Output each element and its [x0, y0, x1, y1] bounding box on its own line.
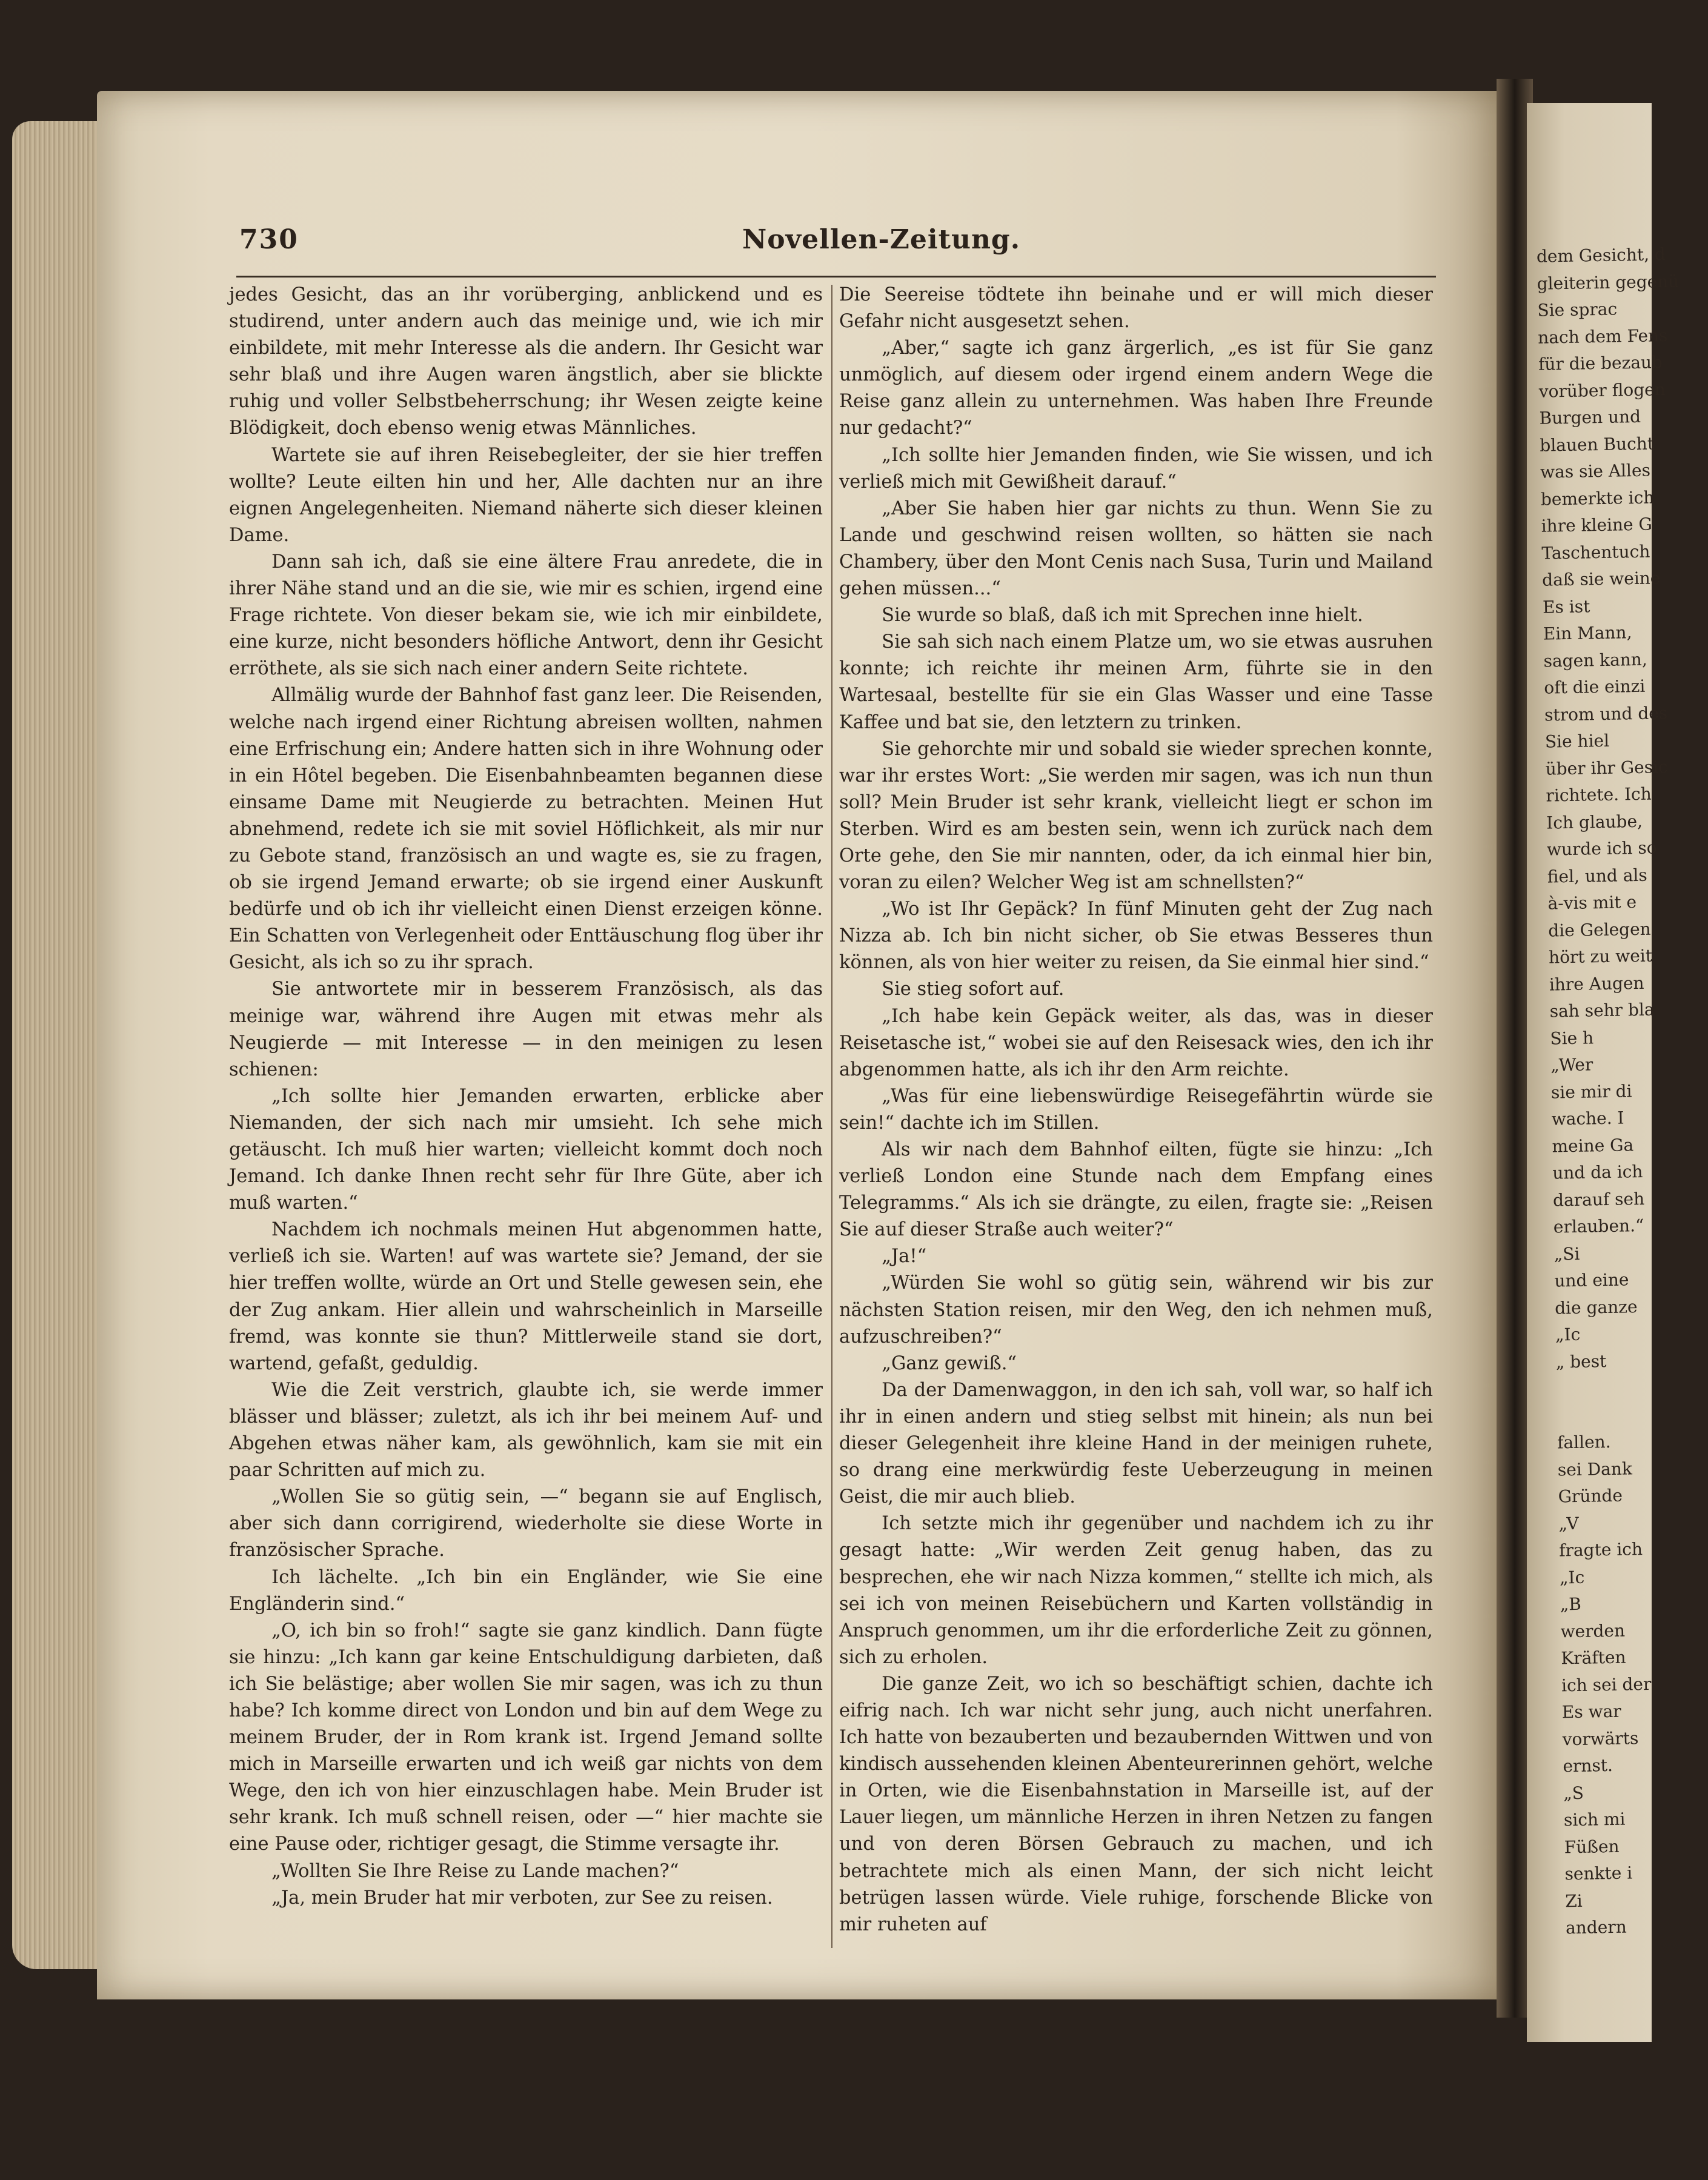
facing-line: die Gelegen: [1548, 919, 1651, 941]
running-title: Novellen-Zeitung.: [742, 224, 1021, 255]
paragraph: Dann sah ich, daß sie eine ältere Frau anredete, die in ihrer Nähe stand und an die sie, wie mir es schien, irgend eine Frage richtete. Von dieser bekam sie, wie ich mir einbildete, eine kurze, nicht besonders höfliche Antwort, denn ihr Gesicht erröthete, als sie sich nach einer andern Seite richtete.: [229, 551, 823, 680]
facing-line: und eine: [1554, 1269, 1629, 1291]
facing-line: daß sie weine: [1541, 568, 1661, 590]
paragraph: „Was für eine liebenswürdige Reisegefährtin würde sie sein!“ dachte ich im Stillen.: [839, 1085, 1433, 1134]
paragraph: Als wir nach dem Bahnhof eilten, fügte sie hinzu: „Ich verließ London eine Stunde nach dem Empfang eines Telegramms.“ Als ich sie drängte, zu eilen, fragte sie: „Reisen Sie auf dieser Straße auch weiter?“: [839, 1139, 1433, 1241]
facing-line: hört zu weit: [1548, 945, 1653, 968]
facing-line: [1556, 1374, 1666, 1403]
paragraph: „O, ich bin so froh!“ sagte sie ganz kindlich. Dann fügte sie hinzu: „Ich kann gar keine Entschuldigung darbieten, daß ich Sie belästige; aber wollen Sie mir sagen, was ich zu thun habe? Ich komme direct von London und bin auf dem Wege zu meinem Bruder, der in Rom krank ist. Irgend Jemand sollte mich in Marseille erwarten und ich weiß gar nichts von dem Wege, den ich von hier einzuschlagen habe. Mein Bruder ist sehr krank. Ich muß schnell reisen, oder —“ hier machte sie eine Pause oder, richtiger gesagt, die Stimme versagte ihr.: [229, 1620, 823, 1855]
paragraph: Die ganze Zeit, wo ich so beschäftigt schien, dachte ich eifrig nach. Ich war nicht sehr jung, auch nicht unerfahren. Ich hatte von bezauberten und bezaubernden Wittwen und von kindisch aussehenden kleinen Abenteurerinnen gehört, welche in Orten, wie die Eisenbahnstation in Marseille ist, auf der Lauer liegen, um männliche Herzen in ihren Netzen zu fangen und von deren Börsen Gebrauch zu machen, und ich betrachtete mich als einen Mann, der sich nicht leicht betrügen lassen würde. Viele ruhige, forschende Blicke von mir ruheten auf: [839, 1673, 1433, 1935]
facing-line: sah sehr bla: [1549, 999, 1655, 1022]
facing-line: sei Dank: [1557, 1458, 1633, 1480]
facing-line: oft die einzi: [1544, 676, 1646, 698]
facing-line: die ganze: [1554, 1296, 1638, 1318]
facing-line: strom und des: [1544, 702, 1668, 725]
facing-page-text: [1536, 242, 1680, 1942]
facing-line: sagen kann,: [1543, 649, 1647, 671]
paragraph: „Aber Sie haben hier gar nichts zu thun. Wenn Sie zu Lande und geschwind reisen wollten, so hätten sie nach Chambery, über den Mont Cenis nach Susa, Turin und Mailand gehen müssen...“: [839, 497, 1433, 600]
facing-line: vorwärts: [1562, 1727, 1639, 1749]
right-text-column: [839, 282, 1433, 1938]
facing-line: fragte ich: [1558, 1539, 1643, 1561]
facing-line: Gründe: [1558, 1485, 1623, 1507]
facing-line: darauf seh: [1552, 1188, 1645, 1211]
facing-line: über ihr Gesic: [1545, 756, 1668, 779]
facing-line: „Wer: [1550, 1054, 1593, 1075]
facing-line: Es war: [1561, 1701, 1621, 1723]
page-header: [239, 224, 1433, 267]
column-divider: [831, 285, 832, 1948]
paragraph: Sie sah sich nach einem Platze um, wo sie etwas ausruhen konnte; ich reichte ihr meinen Arm, führte sie in den Wartesaal, bestellte für sie ein Glas Wasser und eine Tasse Kaffee und bat sie, den letztern zu trinken.: [839, 631, 1433, 733]
facing-line: ihre Augen: [1549, 972, 1644, 995]
paragraph: „Wollten Sie Ihre Reise zu Lande machen?“: [271, 1860, 679, 1882]
paragraph: „Ich sollte hier Jemanden finden, wie Sie wissen, und ich verließ mich mit Gewißheit darauf.“: [839, 444, 1433, 493]
facing-line: senkte i: [1564, 1863, 1633, 1884]
facing-line: Es ist: [1542, 596, 1590, 617]
paragraph: Wartete sie auf ihren Reisebegleiter, der sie hier treffen wollte? Leute eilten hin und her, Alle dachten nur an ihre eignen Angelegenheiten. Niemand näherte sich dieser kleinen Dame.: [229, 444, 823, 546]
facing-line: meine Ga: [1552, 1134, 1634, 1157]
paragraph: Ich lächelte. „Ich bin ein Engländer, wie Sie eine Engländerin sind.“: [229, 1566, 823, 1615]
facing-line: fallen.: [1557, 1431, 1611, 1453]
facing-line: sie mir di: [1550, 1080, 1632, 1103]
left-text-column: [229, 282, 823, 1912]
facing-line: ihre kleine G: [1541, 514, 1653, 536]
paragraph: „Wo ist Ihr Gepäck? In fünf Minuten geht der Zug nach Nizza ab. Ich bin nicht sicher, ob Sie etwas Besseres thun können, als von hier weiter zu reisen, da Sie einmal hier sind.“: [839, 899, 1433, 974]
facing-line: sich mi: [1563, 1809, 1626, 1830]
paragraph: „Ja, mein Bruder hat mir verboten, zur See zu reisen.: [271, 1887, 773, 1909]
paragraph: „Ich habe kein Gepäck weiter, als das, was in dieser Reisetasche ist,“ wobei sie auf den Reisesack wies, den ich ihr abgenommen hatte, als ich ihr den Arm reichte.: [839, 1005, 1433, 1080]
paragraph: Da der Damenwaggon, in den ich sah, voll war, so half ich ihr in einen andern und stieg selbst mit hinein; als nun bei dieser Gelegenheit ihre kleine Hand in der meinigen ruhete, so drang eine merkwürdig feste Ueberzeugung in meinen Geist, die mir auch blieb.: [839, 1379, 1433, 1508]
paragraph: jedes Gesicht, das an ihr vorüberging, anblickend und es studirend, unter andern auch das meinige und, wie ich mir einbildete, mit mehr Interesse als die andern. Ihr Gesicht war sehr blaß und ihre Augen waren ängstlich, aber sie blickte ruhig und voller Selbstbeherrschung; ihr Wesen zeigte keine Blödigkeit, doch ebenso wenig etwas Männliches.: [229, 284, 823, 439]
header-rule: [236, 276, 1436, 277]
facing-page: [1527, 103, 1680, 2042]
paragraph: Nachdem ich nochmals meinen Hut abgenommen hatte, verließ ich sie. Warten! auf was wartete sie? Jemand, der sie hier treffen wollte, würde an Ort und Stelle gewesen sein, ehe der Zug ankam. Hier allein und wahrscheinlich in Marseille fremd, was konnte sie thun? Mittlerweile stand sie dort, wartend, gefaßt, geduldig.: [229, 1219, 823, 1374]
facing-line: „ best: [1555, 1351, 1607, 1372]
paragraph: Allmälig wurde der Bahnhof fast ganz leer. Die Reisenden, welche nach irgend einer Richtung abreisen wollten, nahmen eine Erfrischung ein; Andere hatten sich in ihre Wohnung oder in ein Hôtel begeben. Die Eisenbahnbeamten begannen diese einsame Dame mit Neugierde zu betrachten. Meinen Hut abnehmend, redete ich sie mit soviel Höflichkeit, als mir nur zu Gebote stand, französisch an und wagte es, sie zu fragen, ob sie irgend Jemand erwarte; ob sie irgend einer Auskunft bedürfe und ob ich ihr vielleicht einen Dienst erzeigen könne. Ein Schatten von Verlegenheit oder Enttäuschung flog über ihr Gesicht, als ich so zu ihr sprach.: [229, 685, 823, 974]
facing-line: „Si: [1553, 1243, 1580, 1264]
paragraph: Die Seereise tödtete ihn beinahe und er will mich dieser Gefahr nicht ausgesetzt sehen.: [839, 284, 1433, 333]
facing-line: dem Gesicht, d: [1536, 244, 1666, 267]
paragraph: „Ja!“: [882, 1246, 927, 1268]
facing-line: Burgen und: [1539, 406, 1641, 428]
facing-line: „Ic: [1559, 1567, 1585, 1587]
facing-line: nach dem Fens: [1537, 325, 1668, 348]
facing-line: was sie Alles: [1540, 460, 1651, 482]
paragraph: „Ganz gewiß.“: [882, 1352, 1017, 1374]
facing-line: Füßen: [1564, 1836, 1620, 1857]
facing-line: Sie sprac: [1537, 299, 1618, 321]
facing-line: fiel, und als: [1547, 865, 1647, 887]
facing-line: ich sei der: [1561, 1673, 1652, 1695]
facing-line: Taschentuch: [1541, 541, 1650, 563]
facing-line: „Ic: [1555, 1324, 1581, 1345]
facing-line: werden: [1560, 1620, 1626, 1641]
paragraph: Sie stieg sofort auf.: [882, 979, 1065, 1000]
facing-line: ernst.: [1563, 1755, 1613, 1776]
paragraph: „Ich sollte hier Jemanden erwarten, erblicke aber Niemanden, der sich nach mir umsieht. Ich sehe mich getäuscht. Ich muß hier warten; vielleicht kommt doch noch Jemand. Ich danke Ihnen recht sehr für Ihre Güte, aber ich muß warten.“: [229, 1085, 823, 1214]
facing-line: à-vis mit e: [1547, 892, 1637, 914]
paragraph: „Aber,“ sagte ich ganz ärgerlich, „es ist für Sie ganz unmöglich, auf diesem oder irgend einem andern Wege die Reise ganz allein zu unternehmen. Was haben Ihre Freunde nur gedacht?“: [839, 337, 1433, 439]
facing-line: wurde ich so: [1546, 837, 1657, 860]
page-number: 730: [239, 224, 299, 255]
facing-line: wache. I: [1551, 1108, 1624, 1129]
facing-line: „B: [1560, 1593, 1582, 1615]
facing-line: Sie hiel: [1544, 730, 1610, 752]
facing-line: für die bezaub: [1538, 352, 1663, 374]
facing-line: Ich glaube,: [1546, 811, 1643, 833]
facing-line: [1557, 1401, 1666, 1430]
facing-line: andern: [1565, 1916, 1627, 1938]
facing-line: vorüber flogen: [1538, 379, 1666, 402]
facing-line: Kräften: [1561, 1647, 1626, 1669]
paragraph: Sie gehorchte mir und sobald sie wieder sprechen konnte, war ihr erstes Wort: „Sie werden mir sagen, was ich nun thun soll? Mein Bruder ist sehr krank, vielleicht liegt er schon im Sterben. Wird es am besten sein, wenn ich zurück nach dem Orte gehe, den Sie mir nannten, oder, da ich einmal hier bin, voran zu eilen? Welcher Weg ist am schnellsten?“: [839, 738, 1433, 894]
facing-line: Sie h: [1550, 1027, 1594, 1049]
paragraph: Sie wurde so blaß, daß ich mit Sprechen inne hielt.: [882, 605, 1363, 626]
facing-line: „S: [1563, 1783, 1584, 1803]
paragraph: Ich setzte mich ihr gegenüber und nachdem ich zu ihr gesagt hatte: „Wir werden Zeit genug haben, das zu besprechen, ehe wir nach Nizza kommen,“ stellte ich mich, als sei ich von meinen Reisebüchern und Karten vollständig in Anspruch genommen, um ihr die erforderliche Zeit zu gönnen, sich zu erholen.: [839, 1513, 1433, 1668]
paragraph: Sie antwortete mir in besserem Französisch, als das meinige war, während ihre Augen mit etwas mehr als Neugierde — mit Interesse — in den meinigen zu lesen schienen:: [229, 979, 823, 1080]
paragraph: „Wollen Sie so gütig sein, —“ begann sie auf Englisch, aber sich dann corrigirend, wiederholte sie diese Worte in französischer Sprache.: [229, 1486, 823, 1561]
facing-line: blauen Bucht: [1540, 433, 1655, 456]
facing-line: erlauben.“: [1553, 1215, 1644, 1237]
facing-line: richtete. Ich: [1546, 783, 1652, 806]
facing-line: bemerkte ich: [1540, 487, 1655, 510]
facing-line: gleiterin gegenü: [1537, 271, 1680, 294]
paragraph: „Würden Sie wohl so gütig sein, während wir bis zur nächsten Station reisen, mir den Weg, den ich nehmen muß, aufzuschreiben?“: [839, 1272, 1433, 1348]
facing-line: Ein Mann,: [1543, 622, 1632, 644]
facing-line: und da ich: [1552, 1161, 1643, 1183]
paragraph: Wie die Zeit verstrich, glaubte ich, sie werde immer blässer und blässer; zuletzt, als ich ihr bei meinem Auf- und Abgehen etwas näher kam, als gewöhnlich, kam sie mit ein paar Schritten auf mich zu.: [229, 1379, 823, 1481]
facing-line: Zi: [1565, 1890, 1583, 1911]
facing-line: „V: [1558, 1513, 1579, 1534]
